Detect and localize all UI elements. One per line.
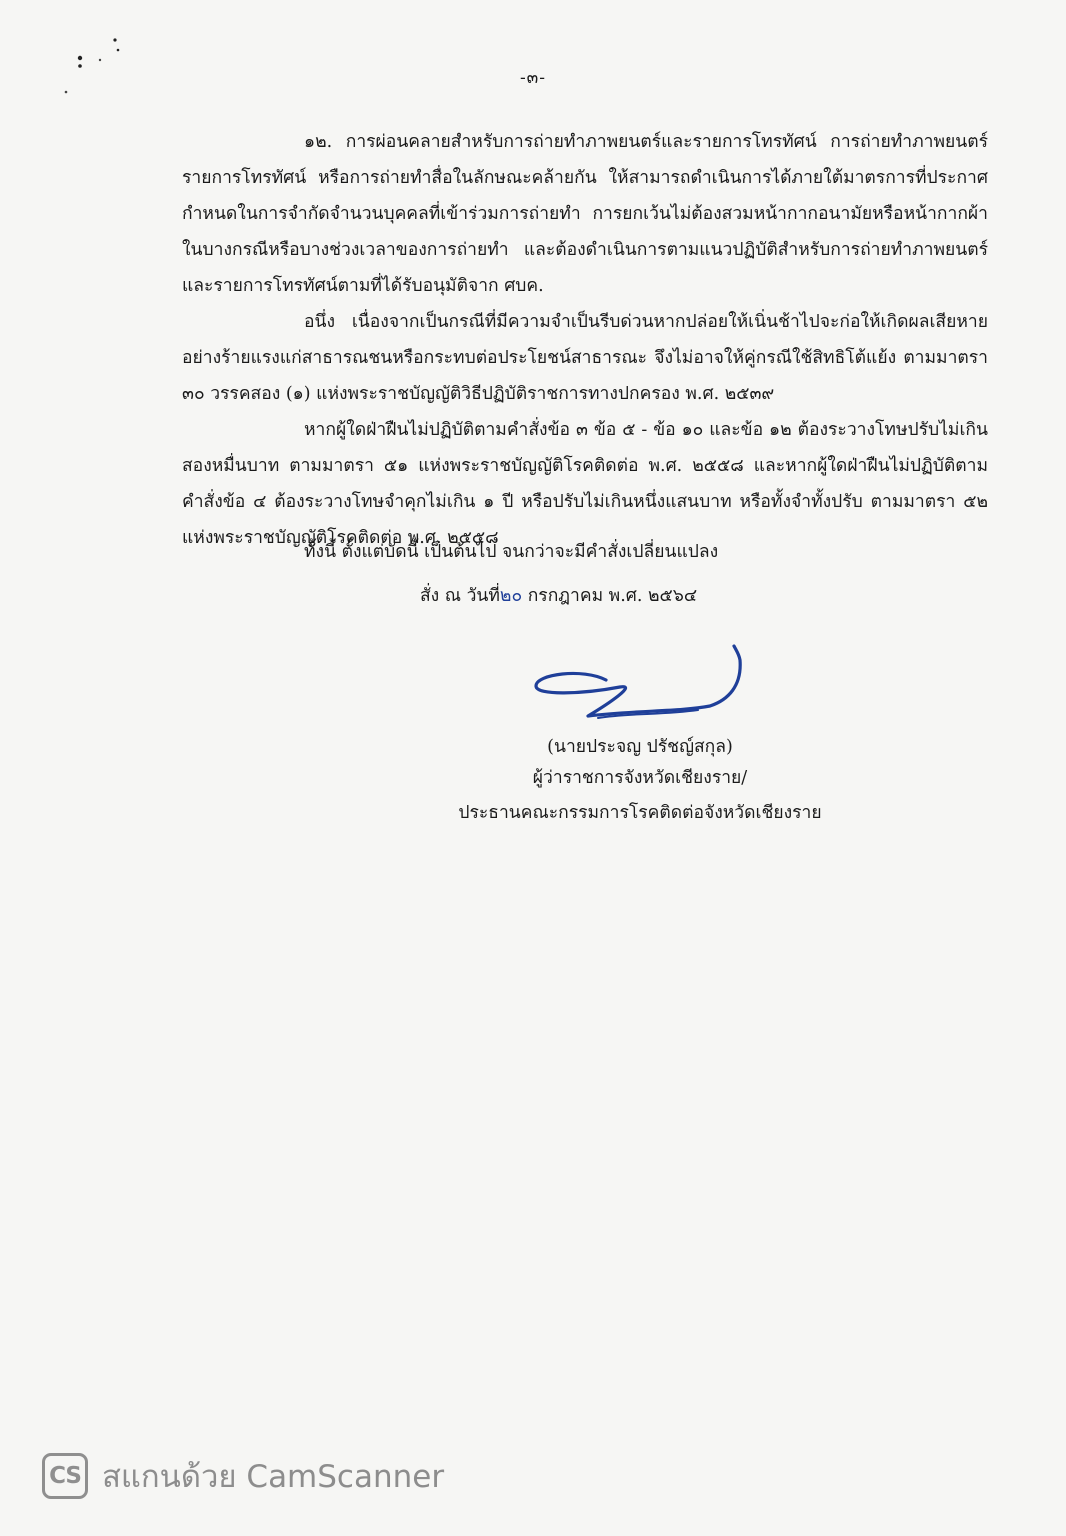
effective-statement: ทั้งนี้ ตั้งแต่บัดนี้ เป็นต้นไป จนกว่าจะมีคำสั่งเปลี่ยนแปลง	[304, 542, 719, 562]
document-body	[182, 124, 988, 556]
date-suffix: กรกฎาคม พ.ศ. ๒๕๖๔	[522, 586, 698, 606]
date-prefix: สั่ง ณ วันที่	[420, 586, 500, 606]
signer-name: (นายประจญ ปรัชญ์สกุล)	[547, 737, 733, 757]
order-date	[182, 578, 988, 614]
camscanner-logo-icon: CS	[42, 1453, 88, 1499]
signer-title-committee: ประธานคณะกรรมการโรคติดต่อจังหวัดเชียงราย	[458, 803, 822, 823]
watermark-text: สแกนด้วย CamScanner	[102, 1459, 445, 1495]
paragraph-urgency: อนึ่ง เนื่องจากเป็นกรณีที่มีความจำเป็นรีบด่วนหากปล่อยให้เนิ่นช้าไปจะก่อให้เกิดผลเสียหาย อย่างร้ายแรงแก่สาธารณชนหรือกระทบต่อประโยชน์สาธารณะ จึงไม่อาจให้คู่กรณีใช้สิทธิโต้แย้ง ตามมาตรา ๓๐ วรรคสอง (๑) แห่งพระราชบัญญัติวิธีปฏิบัติราชการทางปกครอง พ.ศ. ๒๕๓๙	[182, 312, 988, 404]
handwritten-signature	[528, 640, 758, 730]
paragraph-item-12: ๑๒. การผ่อนคลายสำหรับการถ่ายทำภาพยนตร์และรายการโทรทัศน์ การถ่ายทำภาพยนตร์ รายการโทรทัศน์ หรือการถ่ายทำสื่อในลักษณะคล้ายกัน ให้สามารถดำเนินการได้ภายใต้มาตรการที่ประกาศ กำหนดในการจำกัดจำนวนบุคคลที่เข้าร่วมการถ่ายทำ การยกเว้นไม่ต้องสวมหน้ากากอนามัยหรือหน้ากากผ้า ในบางกรณีหรือบางช่วงเวลาของการถ่ายทำ และต้องดำเนินการตามแนวปฏิบัติสำหรับการถ่ายทำภาพยนตร์ และรายการโทรทัศน์ตามที่ได้รับอนุมัติจาก ศบค.	[182, 132, 988, 296]
camscanner-watermark	[42, 1451, 444, 1501]
signer-title-governor: ผู้ว่าราชการจังหวัดเชียงราย/	[532, 768, 748, 788]
page-number: -๓-	[519, 68, 547, 88]
date-day: ๒๐	[499, 586, 523, 606]
paragraph-penalties: หากผู้ใดฝ่าฝืนไม่ปฏิบัติตามคำสั่งข้อ ๓ ข้อ ๕ - ข้อ ๑๐ และข้อ ๑๒ ต้องระวางโทษปรับไม่เกิน สองหมื่นบาท ตามมาตรา ๕๑ แห่งพระราชบัญญัติโรคติดต่อ พ.ศ. ๒๕๕๘ และหากผู้ใดฝ่าฝืนไม่ปฏิบัติตาม คำสั่งข้อ ๔ ต้องระวางโทษจำคุกไม่เกิน ๑ ปี หรือปรับไม่เกินหนึ่งแสนบาท หรือทั้งจำทั้งปรับ ตามมาตรา ๕๒ แห่งพระราชบัญญัติโรคติดต่อ พ.ศ. ๒๕๕๘	[182, 420, 988, 548]
